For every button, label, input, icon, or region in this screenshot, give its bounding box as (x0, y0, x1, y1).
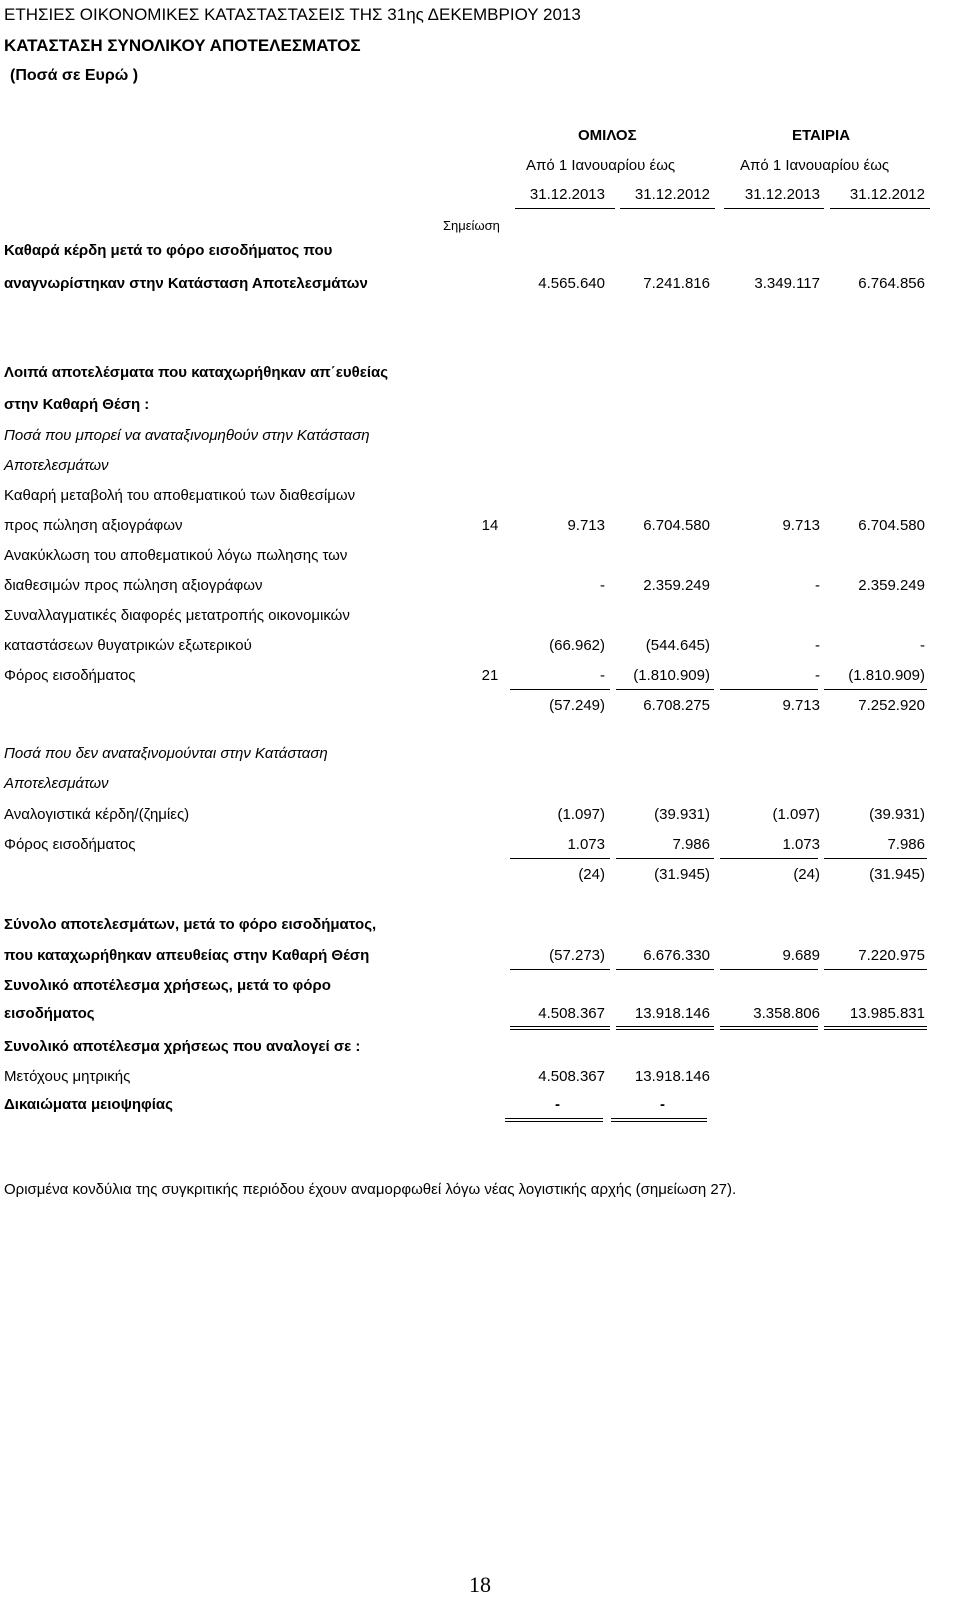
cell: 13.918.146 (634, 1068, 710, 1085)
cell: 3.358.806 (753, 1005, 820, 1022)
row-label: Αποτελεσμάτων (4, 775, 109, 792)
cell: (1.810.909) (633, 667, 710, 684)
date-group-2013: 31.12.2013 (529, 186, 605, 203)
double-rule (824, 1029, 927, 1030)
table-row (0, 665, 960, 687)
subtotal-line (720, 858, 818, 859)
table-row (0, 1066, 960, 1088)
cell: 6.676.330 (643, 947, 710, 964)
cell: 7.241.816 (643, 275, 710, 292)
cell: - (600, 667, 605, 684)
cell: 6.704.580 (858, 517, 925, 534)
table-row (0, 804, 960, 826)
table-row (0, 605, 960, 627)
row-label: Σύνολο αποτελεσμάτων, μετά το φόρο εισοδήματος, (4, 916, 377, 933)
row-label: διαθεσιμών προς πώληση αξιογράφων (4, 577, 263, 594)
subtotal-line (720, 689, 818, 690)
header-underline (620, 208, 715, 209)
row-label: Αναλογιστικά κέρδη/(ζημίες) (4, 806, 190, 823)
table-row (0, 1094, 960, 1116)
cell: 2.359.249 (643, 577, 710, 594)
company-column-header: ΕΤΑΙΡΙΑ (792, 127, 851, 144)
table-row (0, 575, 960, 597)
page-number: 18 (469, 1572, 491, 1597)
cell: 4.508.367 (538, 1005, 605, 1022)
double-rule (510, 1029, 610, 1030)
cell: 9.689 (782, 947, 820, 964)
currency-note: (Ποσά σε Ευρώ ) (10, 67, 139, 84)
table-row (0, 485, 960, 507)
table-row (0, 240, 960, 262)
footnote: Ορισμένα κονδύλια της συγκριτικής περιόδου έχουν αναμορφωθεί λόγω νέας λογιστικής αρχής (σημείωση 27). (4, 1181, 737, 1198)
double-rule (720, 1029, 818, 1030)
cell: 9.713 (567, 517, 605, 534)
cell: (66.962) (549, 637, 605, 654)
cell: 13.985.831 (849, 1005, 925, 1022)
cell: 1.073 (567, 836, 605, 853)
double-rule (510, 1026, 610, 1027)
total-line (824, 969, 927, 970)
cell: (24) (578, 866, 605, 883)
cell: 9.713 (782, 517, 820, 534)
double-rule (720, 1026, 818, 1027)
header-underline (515, 208, 615, 209)
cell: - (920, 637, 925, 654)
cell: - (815, 667, 820, 684)
cell: (1.810.909) (848, 667, 925, 684)
group-column-header: ΟΜΙΛΟΣ (578, 127, 637, 144)
subtotal-line (616, 858, 714, 859)
table-row (0, 394, 960, 416)
row-label: Λοιπά αποτελέσματα που καταχωρήθηκαν απ΄ευθείας (4, 364, 389, 381)
row-label: Ποσά που δεν αναταξινομούνται στην Κατάσταση (4, 745, 328, 762)
total-line (510, 969, 610, 970)
cell: 6.764.856 (858, 275, 925, 292)
table-row (0, 773, 960, 795)
table-row (0, 425, 960, 447)
double-rule (824, 1026, 927, 1027)
table-row (0, 975, 960, 997)
row-label: στην Καθαρή Θέση : (4, 396, 150, 413)
cell: (39.931) (654, 806, 710, 823)
table-row (0, 545, 960, 567)
subtotal-line (510, 689, 610, 690)
cell: 1.073 (782, 836, 820, 853)
report-header: ΕΤΗΣΙΕΣ ΟΙΚΟΝΟΜΙΚΕΣ ΚΑΤΑΣΤΑΣΤΑΣΕΙΣ ΤΗΣ 31ης ΔΕΚΕΜΒΡΙΟΥ 2013 (4, 5, 581, 24)
header-underline (830, 208, 930, 209)
row-label: που καταχωρήθηκαν απευθείας στην Καθαρή Θέση (4, 947, 370, 964)
row-label: Μετόχους μητρικής (4, 1068, 131, 1085)
cell: (39.931) (869, 806, 925, 823)
total-line (720, 969, 818, 970)
double-rule (611, 1118, 707, 1119)
row-label: Αποτελεσμάτων (4, 457, 109, 474)
cell: - (815, 637, 820, 654)
table-row (0, 1003, 960, 1025)
table-row (0, 273, 960, 295)
cell: 13.918.146 (634, 1005, 710, 1022)
company-period-label: Από 1 Ιανουαρίου έως (740, 157, 890, 174)
row-label: καταστάσεων θυγατρικών εξωτερικού (4, 637, 252, 654)
cell: 7.986 (672, 836, 710, 853)
cell: 2.359.249 (858, 577, 925, 594)
date-group-2012: 31.12.2012 (634, 186, 710, 203)
cell: 4.508.367 (538, 1068, 605, 1085)
note-ref: 21 (481, 667, 499, 684)
row-label: Ποσά που μπορεί να αναταξινομηθούν στην Κατάσταση (4, 427, 370, 444)
subtotal-row (0, 695, 960, 717)
row-label: Ανακύκλωση του αποθεματικού λόγω πωλησης των (4, 547, 348, 564)
statement-title: ΚΑΤΑΣΤΑΣΗ ΣΥΝΟΛΙΚΟΥ ΑΠΟΤΕΛΕΣΜΑΤΟΣ (4, 36, 361, 55)
note-ref: 14 (481, 517, 499, 534)
table-row (0, 362, 960, 384)
row-label: εισοδήματος (4, 1005, 95, 1022)
row-label: Συνολικό αποτέλεσμα χρήσεως, μετά το φόρο (4, 977, 331, 994)
subtotal-line (510, 858, 610, 859)
table-row (0, 945, 960, 967)
row-label: Φόρος εισοδήματος (4, 836, 136, 853)
table-row (0, 635, 960, 657)
table-row (0, 1036, 960, 1058)
cell: 9.713 (782, 697, 820, 714)
double-rule (616, 1029, 714, 1030)
cell: 7.252.920 (858, 697, 925, 714)
double-rule (611, 1121, 707, 1122)
row-label: Συνολικό αποτέλεσμα χρήσεως που αναλογεί σε : (4, 1038, 361, 1055)
cell: - (600, 577, 605, 594)
table-row (0, 743, 960, 765)
cell: 4.565.640 (538, 275, 605, 292)
cell: (57.249) (549, 697, 605, 714)
header-underline (724, 208, 824, 209)
double-rule (616, 1026, 714, 1027)
subtotal-line (824, 689, 927, 690)
cell: 6.708.275 (643, 697, 710, 714)
date-company-2012: 31.12.2012 (849, 186, 925, 203)
row-label: Συναλλαγματικές διαφορές μετατροπής οικονομικών (4, 607, 350, 624)
row-label: Καθαρή μεταβολή του αποθεματικού των διαθεσίμων (4, 487, 356, 504)
cell: (1.097) (772, 806, 820, 823)
table-row (0, 515, 960, 537)
cell: 6.704.580 (643, 517, 710, 534)
subtotal-line (824, 858, 927, 859)
cell: (1.097) (557, 806, 605, 823)
row-label: αναγνωρίστηκαν στην Κατάσταση Αποτελεσμάτων (4, 275, 368, 292)
cell: 7.986 (887, 836, 925, 853)
total-line (616, 969, 714, 970)
cell: (31.945) (654, 866, 710, 883)
cell: - (660, 1096, 665, 1113)
cell: 7.220.975 (858, 947, 925, 964)
subtotal-line (616, 689, 714, 690)
table-row (0, 914, 960, 936)
cell: (57.273) (549, 947, 605, 964)
row-label: Καθαρά κέρδη μετά το φόρο εισοδήματος που (4, 242, 333, 259)
cell: - (555, 1096, 560, 1113)
double-rule (505, 1121, 603, 1122)
table-row (0, 455, 960, 477)
cell: - (815, 577, 820, 594)
date-company-2013: 31.12.2013 (744, 186, 820, 203)
date-header-row (0, 184, 960, 206)
cell: (24) (793, 866, 820, 883)
double-rule (505, 1118, 603, 1119)
subtotal-row (0, 864, 960, 886)
row-label: Φόρος εισοδήματος (4, 667, 136, 684)
table-row (0, 834, 960, 856)
note-column-header: Σημείωση (443, 218, 500, 233)
cell: (31.945) (869, 866, 925, 883)
row-label: Δικαιώματα μειοψηφίας (4, 1096, 173, 1113)
group-period-label: Από 1 Ιανουαρίου έως (526, 157, 676, 174)
cell: 3.349.117 (754, 275, 820, 292)
row-label: προς πώληση αξιογράφων (4, 517, 183, 534)
cell: (544.645) (645, 637, 710, 654)
